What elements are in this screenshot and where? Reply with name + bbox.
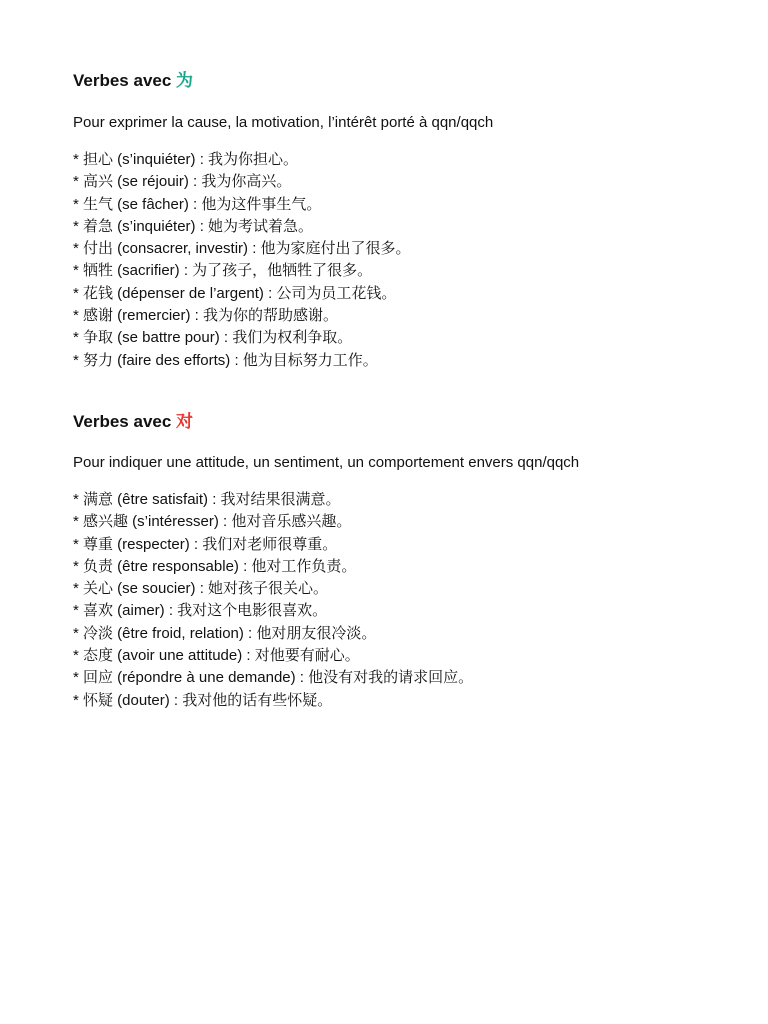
list-item: * 负责 (être responsable) : 他对工作负责。	[73, 557, 357, 575]
list-item: * 争取 (se battre pour) : 我们为权利争取。	[73, 329, 353, 347]
list-item: * 态度 (avoir une attitude) : 对他要有耐心。	[73, 647, 360, 665]
list-item: * 满意 (être satisfait) : 我对结果很满意。	[73, 491, 341, 508]
section-title-wei	[73, 71, 193, 91]
list-item: * 花钱 (dépenser de l’argent) : 公司为员工花钱。	[73, 284, 397, 302]
list-item: * 感兴趣 (s’intéresser) : 他对音乐感兴趣。	[73, 513, 352, 531]
list-item: * 牺牲 (sacrifier) : 为了孩子，他牺牲了很多。	[73, 262, 373, 280]
list-item: * 尊重 (respecter) : 我们对老师很尊重。	[73, 535, 338, 553]
list-item: * 喜欢 (aimer) : 我对这个电影很喜欢。	[73, 602, 328, 620]
list-item: * 担心 (s’inquiéter) : 我为你担心。	[73, 151, 299, 168]
list-item: * 付出 (consacrer, investir) : 他为家庭付出了很多。	[73, 240, 411, 258]
list-item: * 生气 (se fâcher) : 他为这件事生气。	[73, 195, 322, 213]
section-intro: Pour exprimer la cause, la motivation, l’intérêt porté à qqn/qqch	[73, 114, 494, 131]
list-item: * 高兴 (se réjouir) : 我为你高兴。	[73, 173, 292, 191]
section-title-text: Verbes avec	[73, 71, 177, 90]
list-item: * 努力 (faire des efforts) : 他为目标努力工作。	[73, 351, 378, 369]
section-intro: Pour indiquer une attitude, un sentiment, un comportement envers qqn/qqch	[73, 454, 580, 471]
list-item: * 感谢 (remercier) : 我为你的帮助感谢。	[73, 307, 339, 325]
verb-list-dui	[73, 489, 473, 712]
list-item: * 关心 (se soucier) : 她对孩子很关心。	[73, 580, 329, 598]
section-title-hanzi: 为	[176, 71, 194, 90]
section-title-dui	[73, 412, 193, 432]
list-item: * 着急 (s’inquiéter) : 她为考试着急。	[73, 217, 314, 235]
verb-list-wei	[73, 149, 411, 372]
list-item: * 回应 (répondre à une demande) : 他没有对我的请求回应。	[73, 669, 474, 687]
list-item: * 怀疑 (douter) : 我对他的话有些怀疑。	[73, 691, 333, 709]
section-title-text: Verbes avec	[73, 412, 177, 431]
section-title-hanzi: 对	[176, 412, 194, 431]
list-item: * 冷淡 (être froid, relation) : 他对朋友很冷淡。	[73, 624, 377, 642]
